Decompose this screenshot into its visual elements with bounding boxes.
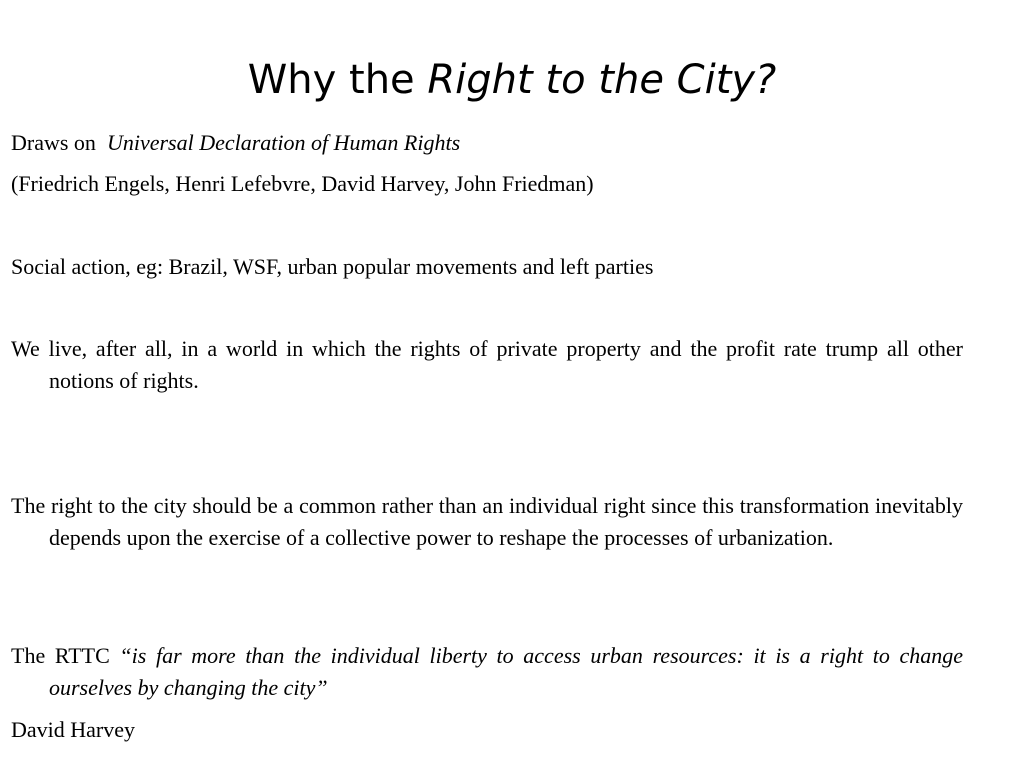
title-italic: Right to the City? xyxy=(427,57,777,103)
paragraph-rttc-quote-text: The RTTC xyxy=(11,643,120,668)
paragraph-common-right-text: The right to the city should be a common rather than an individual right since this transformation inevitably depends upon the exercise of a collective power to reshape the processes of urbanization. xyxy=(11,493,963,550)
paragraph-draws-on xyxy=(11,127,963,159)
paragraph-common-right xyxy=(11,490,963,554)
paragraph-private-property-text: We live, after all, in a world in which the rights of private property and the profit rate trump all other notions of rights. xyxy=(11,336,963,393)
paragraph-thinkers-text: (Friedrich Engels, Henri Lefebvre, David Harvey, John Friedman) xyxy=(11,171,594,196)
paragraph-private-property xyxy=(11,333,963,397)
paragraph-attribution xyxy=(11,714,963,746)
paragraph-draws-on-text: Draws on xyxy=(11,130,107,155)
paragraph-social-action xyxy=(11,251,963,283)
slide-title xyxy=(0,50,1024,110)
paragraph-rttc-quote xyxy=(11,640,963,704)
paragraph-thinkers xyxy=(11,168,963,200)
attribution-author: David Harvey xyxy=(11,717,136,742)
harvey-quote: “is far more than the individual liberty to access urban resources: it is a right to change ourselves by changing the city” xyxy=(49,643,964,700)
paragraph-social-action-text: Social action, eg: Brazil, WSF, urban popular movements and left parties xyxy=(11,254,654,279)
title-prefix: Why the xyxy=(247,57,428,103)
udhr-title: Universal Declaration of Human Rights xyxy=(106,130,461,155)
